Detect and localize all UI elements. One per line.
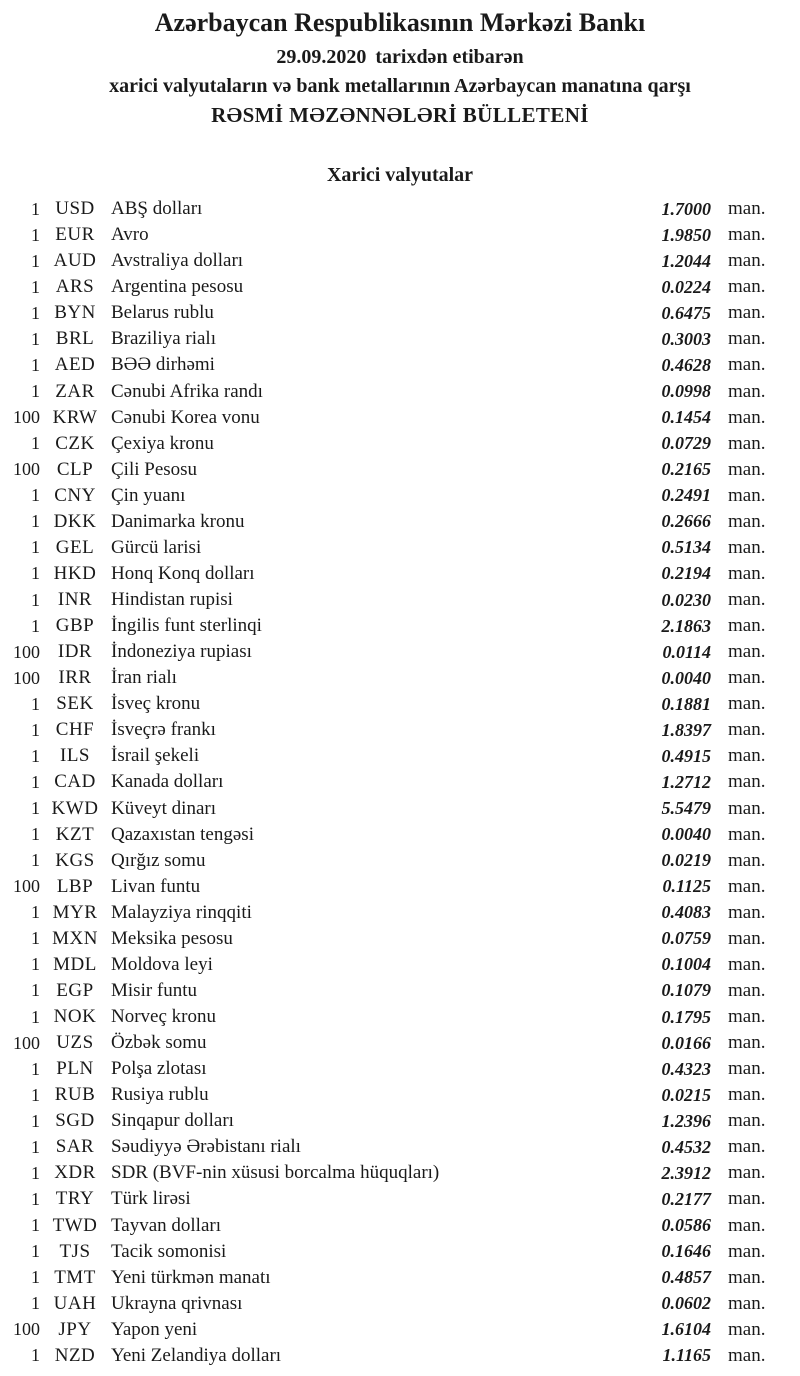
rate-value-cell: 1.2396 [661, 1110, 711, 1131]
rate-value-cell: 0.0215 [661, 1084, 711, 1105]
rate-value-cell: 0.1646 [661, 1241, 711, 1262]
rate-row [0, 926, 800, 952]
rate-row [0, 274, 800, 300]
quantity-cell: 100 [13, 407, 40, 428]
quantity-cell: 1 [31, 224, 40, 245]
rate-value-cell: 0.4532 [661, 1136, 711, 1157]
rate-value-cell: 0.4857 [661, 1267, 711, 1288]
rate-row [0, 1160, 800, 1186]
unit-label-cell: man. [728, 510, 766, 532]
currency-name-cell: İran rialı [111, 667, 177, 689]
rate-value-cell: 0.2165 [661, 459, 711, 480]
unit-label-cell: man. [728, 328, 766, 350]
rate-value-cell: 0.1881 [661, 693, 711, 714]
rate-row [0, 561, 800, 587]
currency-name-cell: ABŞ dolları [111, 198, 203, 220]
currency-name-cell: İngilis funt sterlinqi [111, 615, 262, 637]
rate-row [0, 1108, 800, 1134]
currency-code-cell: CLP [56, 458, 94, 480]
currency-name-cell: Avro [111, 224, 149, 246]
currency-code-cell: CAD [54, 771, 96, 793]
rate-value-cell: 0.4915 [661, 745, 711, 766]
unit-label-cell: man. [728, 797, 766, 819]
unit-label-cell: man. [728, 1006, 766, 1027]
currency-code-cell: TRY [55, 1188, 95, 1210]
quantity-cell: 1 [31, 928, 40, 949]
unit-label-cell: man. [728, 1318, 766, 1340]
currency-name-cell: Moldova leyi [111, 953, 213, 975]
quantity-cell: 1 [31, 302, 40, 323]
rate-row [0, 1239, 800, 1265]
currency-code-cell: IRR [58, 667, 92, 689]
rate-value-cell: 0.4628 [661, 354, 711, 375]
quantity-cell: 1 [31, 1241, 40, 1262]
unit-label-cell: man. [728, 589, 766, 610]
currency-name-cell: İsrail şekeli [111, 745, 200, 767]
unit-label-cell: man. [728, 719, 766, 741]
currency-name-cell: Çexiya kronu [111, 432, 214, 454]
rate-value-cell: 0.0759 [661, 928, 711, 949]
rate-row [0, 378, 800, 404]
rate-value-cell: 0.2177 [661, 1188, 711, 1209]
unit-label-cell: man. [728, 1084, 766, 1106]
rate-value-cell: 0.1454 [661, 407, 711, 428]
currency-name-cell: Avstraliya dolları [111, 250, 244, 272]
unit-label-cell: man. [728, 250, 766, 272]
currency-code-cell: CZK [55, 432, 95, 454]
rate-value-cell: 0.1004 [661, 954, 711, 975]
currency-code-cell: HKD [53, 562, 97, 584]
rate-row [0, 900, 800, 926]
unit-label-cell: man. [728, 875, 766, 897]
currency-name-cell: Norveç kronu [111, 1006, 216, 1027]
currency-code-cell: EUR [55, 224, 95, 246]
rate-value-cell: 0.0219 [661, 850, 711, 871]
unit-label-cell: man. [728, 1136, 766, 1158]
unit-label-cell: man. [728, 354, 766, 376]
quantity-cell: 1 [31, 745, 40, 766]
unit-label-cell: man. [728, 1240, 766, 1262]
currency-name-cell: Özbək somu [111, 1032, 207, 1054]
rate-row [0, 1212, 800, 1238]
rate-row [0, 665, 800, 691]
currency-name-cell: Türk lirəsi [111, 1188, 191, 1210]
rate-value-cell: 0.5134 [661, 537, 711, 558]
currency-code-cell: NOK [53, 1006, 97, 1027]
currency-name-cell: Hindistan rupisi [111, 589, 233, 610]
currency-name-cell: SDR (BVF-nin xüsusi borcalma hüquqları) [111, 1162, 440, 1184]
unit-label-cell: man. [728, 953, 766, 975]
unit-label-cell: man. [728, 1266, 766, 1288]
unit-label-cell: man. [728, 849, 766, 871]
currency-code-cell: MYR [52, 901, 98, 923]
rate-row [0, 822, 800, 848]
rate-value-cell: 0.0729 [661, 433, 711, 454]
unit-label-cell: man. [728, 1214, 766, 1236]
rate-row [0, 978, 800, 1004]
unit-label-cell: man. [728, 823, 766, 845]
rate-row [0, 300, 800, 326]
currency-code-cell: JPY [58, 1318, 92, 1340]
currency-name-cell: Braziliya rialı [111, 328, 216, 350]
rate-value-cell: 1.2712 [661, 771, 711, 792]
rate-row [0, 196, 800, 222]
unit-label-cell: man. [728, 667, 766, 689]
currency-code-cell: RUB [54, 1084, 96, 1106]
rate-row [0, 1134, 800, 1160]
rate-row [0, 352, 800, 378]
currency-name-cell: Tayvan dolları [111, 1214, 221, 1236]
quantity-cell: 1 [31, 563, 40, 584]
quantity-cell: 1 [31, 1084, 40, 1105]
quantity-cell: 100 [13, 459, 40, 480]
quantity-cell: 1 [31, 511, 40, 532]
currency-name-cell: Rusiya rublu [111, 1084, 209, 1106]
rate-row [0, 743, 800, 769]
rate-value-cell: 1.9850 [661, 224, 711, 245]
currency-name-cell: Kanada dolları [111, 771, 224, 793]
quantity-cell: 1 [31, 198, 40, 219]
currency-code-cell: MDL [53, 953, 97, 975]
quantity-cell: 1 [31, 850, 40, 871]
rate-row [0, 1082, 800, 1108]
unit-label-cell: man. [728, 380, 766, 402]
rate-row [0, 483, 800, 509]
quantity-cell: 1 [31, 537, 40, 558]
quantity-cell: 1 [31, 1267, 40, 1288]
rate-value-cell: 0.0040 [661, 824, 711, 845]
rate-row [0, 405, 800, 431]
rate-value-cell: 5.5479 [661, 798, 711, 818]
unit-label-cell: man. [728, 1344, 766, 1366]
quantity-cell: 1 [31, 381, 40, 401]
currency-name-cell: Səudiyyə Ərəbistanı rialı [111, 1136, 301, 1158]
quantity-cell: 1 [31, 980, 40, 1001]
document-subtitle: xarici valyutaların və bank metallarının Azərbaycan manatına qarşı [109, 74, 691, 97]
rate-row [0, 1343, 800, 1369]
currency-code-cell: TMT [54, 1266, 96, 1288]
currency-name-cell: Çin yuanı [111, 484, 186, 506]
currency-name-cell: Yapon yeni [111, 1318, 198, 1340]
currency-code-cell: USD [55, 198, 95, 220]
currency-name-cell: Cənubi Korea vonu [111, 406, 260, 428]
currency-name-cell: Polşa zlotası [111, 1058, 207, 1080]
unit-label-cell: man. [728, 979, 766, 1001]
unit-label-cell: man. [728, 1058, 766, 1080]
rate-value-cell: 0.1079 [661, 980, 711, 1001]
quantity-cell: 1 [31, 954, 40, 975]
currency-code-cell: UAH [53, 1292, 97, 1314]
quantity-cell: 100 [13, 641, 40, 662]
unit-label-cell: man. [728, 745, 766, 767]
rate-value-cell: 1.8397 [661, 719, 711, 740]
rate-value-cell: 0.0166 [661, 1032, 711, 1053]
quantity-cell: 1 [31, 771, 40, 792]
currency-code-cell: XDR [54, 1162, 96, 1184]
document-header [0, 0, 800, 127]
currency-name-cell: Livan funtu [111, 875, 201, 897]
currency-name-cell: Küveyt dinarı [111, 797, 217, 819]
quantity-cell: 1 [31, 485, 40, 506]
rate-value-cell: 2.1863 [661, 615, 711, 636]
currency-code-cell: GEL [55, 536, 95, 558]
rate-value-cell: 0.0114 [662, 641, 711, 662]
rate-value-cell: 0.2491 [661, 485, 711, 506]
unit-label-cell: man. [728, 198, 766, 220]
unit-label-cell: man. [728, 562, 766, 584]
currency-code-cell: AED [54, 354, 96, 376]
rate-row [0, 1056, 800, 1082]
currency-name-cell: Tacik somonisi [111, 1240, 227, 1262]
unit-label-cell: man. [728, 1032, 766, 1054]
currency-code-cell: SGD [55, 1110, 95, 1132]
rates-table [0, 196, 800, 1369]
unit-label-cell: man. [728, 302, 766, 324]
rate-row [0, 795, 800, 821]
rate-row [0, 1186, 800, 1212]
rate-value-cell: 0.0224 [661, 276, 711, 297]
quantity-cell: 1 [31, 1188, 40, 1209]
unit-label-cell: man. [728, 771, 766, 793]
currency-name-cell: Misir funtu [111, 979, 198, 1001]
currency-code-cell: MXN [52, 927, 98, 949]
quantity-cell: 100 [13, 667, 40, 688]
quantity-cell: 1 [31, 1110, 40, 1131]
quantity-cell: 1 [31, 1293, 40, 1314]
currency-name-cell: Gürcü larisi [111, 536, 202, 558]
rate-value-cell: 1.2044 [661, 250, 711, 271]
rate-row [0, 457, 800, 483]
unit-label-cell: man. [728, 458, 766, 480]
currency-code-cell: CHF [55, 719, 95, 741]
currency-name-cell: Cənubi Afrika randı [111, 380, 263, 402]
currency-name-cell: Belarus rublu [111, 302, 214, 324]
currency-code-cell: ARS [55, 276, 95, 298]
currency-name-cell: Ukrayna qrivnası [111, 1292, 243, 1314]
quantity-cell: 1 [31, 1006, 40, 1027]
quantity-cell: 1 [31, 328, 40, 349]
quantity-cell: 1 [31, 589, 40, 610]
rate-row [0, 1004, 800, 1030]
rate-row [0, 613, 800, 639]
quantity-cell: 100 [13, 876, 40, 897]
rate-value-cell: 0.2194 [661, 563, 711, 584]
rate-row [0, 691, 800, 717]
currency-code-cell: IDR [57, 641, 93, 663]
currency-name-cell: Yeni Zelandiya dolları [111, 1344, 282, 1366]
rate-value-cell: 0.0040 [661, 667, 711, 688]
quantity-cell: 1 [31, 276, 40, 297]
unit-label-cell: man. [728, 536, 766, 558]
currency-name-cell: Honq Konq dolları [111, 562, 255, 584]
currency-code-cell: SAR [55, 1136, 95, 1158]
currency-code-cell: TJS [59, 1240, 91, 1262]
rate-value-cell: 0.3003 [661, 328, 711, 349]
rate-value-cell: 1.6104 [661, 1319, 711, 1340]
rate-value-cell: 0.1125 [662, 876, 711, 897]
page-title: Azərbaycan Respublikasının Mərkəzi Bankı [154, 8, 646, 37]
unit-label-cell: man. [728, 615, 766, 637]
currency-code-cell: TWD [52, 1214, 98, 1236]
currency-name-cell: İsveçrə frankı [111, 719, 216, 741]
effective-date-suffix: tarixdən etibarən [375, 45, 524, 68]
rate-value-cell: 0.0998 [661, 381, 711, 401]
effective-date: 29.09.2020 [276, 45, 367, 68]
quantity-cell: 1 [31, 693, 40, 714]
rate-value-cell: 0.2666 [661, 511, 711, 532]
currency-code-cell: PLN [56, 1058, 94, 1080]
quantity-cell: 1 [31, 1162, 40, 1183]
unit-label-cell: man. [728, 406, 766, 428]
quantity-cell: 1 [31, 354, 40, 375]
unit-label-cell: man. [728, 484, 766, 506]
currency-name-cell: Qazaxıstan tengəsi [111, 823, 254, 845]
rate-value-cell: 0.0586 [661, 1215, 711, 1235]
rate-value-cell: 0.1795 [661, 1006, 711, 1027]
currency-name-cell: Sinqapur dolları [111, 1110, 234, 1132]
unit-label-cell: man. [728, 693, 766, 715]
quantity-cell: 100 [13, 1032, 40, 1053]
rate-row [0, 639, 800, 665]
currency-code-cell: UZS [56, 1032, 94, 1054]
quantity-cell: 1 [31, 250, 40, 271]
rate-row [0, 587, 800, 613]
currency-name-cell: Yeni türkmən manatı [111, 1266, 271, 1288]
quantity-cell: 1 [31, 798, 40, 818]
rate-row [0, 1317, 800, 1343]
bulletin-title: RƏSMİ MƏZƏNNƏLƏRİ BÜLLETENİ [211, 102, 589, 127]
currency-code-cell: CNY [54, 484, 96, 506]
currency-name-cell: İndoneziya rupiası [111, 641, 252, 663]
rate-value-cell: 0.0602 [661, 1293, 711, 1314]
currency-code-cell: SEK [56, 693, 94, 715]
rate-row [0, 874, 800, 900]
quantity-cell: 100 [13, 1319, 40, 1340]
currency-code-cell: BYN [54, 302, 96, 324]
unit-label-cell: man. [728, 901, 766, 923]
currency-code-cell: EGP [56, 979, 94, 1001]
rate-row [0, 431, 800, 457]
currency-code-cell: LBP [56, 875, 94, 897]
quantity-cell: 1 [31, 1215, 40, 1235]
unit-label-cell: man. [728, 1188, 766, 1210]
currency-code-cell: AUD [53, 250, 97, 272]
quantity-cell: 1 [31, 719, 40, 740]
currency-name-cell: Çili Pesosu [111, 458, 198, 480]
rate-row [0, 222, 800, 248]
currency-code-cell: DKK [53, 510, 97, 532]
currency-name-cell: Malayziya rinqqiti [111, 901, 252, 923]
currency-code-cell: ZAR [55, 380, 95, 402]
unit-label-cell: man. [728, 1292, 766, 1314]
unit-label-cell: man. [728, 1162, 766, 1184]
rate-value-cell: 0.0230 [661, 589, 711, 610]
rate-row [0, 1030, 800, 1056]
unit-label-cell: man. [728, 641, 766, 663]
rate-row [0, 509, 800, 535]
unit-label-cell: man. [728, 1110, 766, 1132]
currency-code-cell: KRW [52, 406, 98, 428]
rate-row [0, 717, 800, 743]
quantity-cell: 1 [31, 1136, 40, 1157]
quantity-cell: 1 [31, 433, 40, 454]
currency-name-cell: Argentina pesosu [111, 276, 244, 298]
rate-value-cell: 2.3912 [661, 1162, 711, 1183]
rate-row [0, 248, 800, 274]
currency-name-cell: Meksika pesosu [111, 927, 233, 949]
quantity-cell: 1 [31, 615, 40, 636]
currency-code-cell: INR [57, 589, 93, 610]
currency-code-cell: NZD [54, 1344, 96, 1366]
unit-label-cell: man. [728, 432, 766, 454]
currency-code-cell: ILS [60, 745, 90, 767]
currency-code-cell: GBP [55, 615, 95, 637]
rate-row [0, 535, 800, 561]
currency-code-cell: BRL [55, 328, 95, 350]
currency-name-cell: Qırğız somu [111, 849, 206, 871]
effective-date-line [0, 46, 800, 69]
currency-name-cell: Danimarka kronu [111, 510, 245, 532]
rate-row [0, 952, 800, 978]
rate-row [0, 326, 800, 352]
rate-value-cell: 0.4323 [661, 1058, 711, 1079]
unit-label-cell: man. [728, 927, 766, 949]
currency-name-cell: BƏƏ dirhəmi [111, 354, 215, 376]
currency-name-cell: İsveç kronu [111, 693, 201, 715]
rate-value-cell: 1.1165 [662, 1345, 711, 1366]
unit-label-cell: man. [728, 224, 766, 246]
rate-row [0, 1291, 800, 1317]
quantity-cell: 1 [31, 1345, 40, 1366]
rate-value-cell: 1.7000 [661, 198, 711, 219]
currency-code-cell: KGS [55, 849, 95, 871]
rate-value-cell: 0.6475 [661, 302, 711, 323]
quantity-cell: 1 [31, 1058, 40, 1079]
rate-row [0, 769, 800, 795]
quantity-cell: 1 [31, 824, 40, 845]
currency-code-cell: KWD [51, 797, 99, 819]
unit-label-cell: man. [728, 276, 766, 298]
rate-row [0, 1265, 800, 1291]
rate-row [0, 848, 800, 874]
section-title: Xarici valyutalar [326, 164, 474, 187]
quantity-cell: 1 [31, 902, 40, 923]
rate-value-cell: 0.4083 [661, 902, 711, 923]
currency-code-cell: KZT [55, 823, 95, 845]
